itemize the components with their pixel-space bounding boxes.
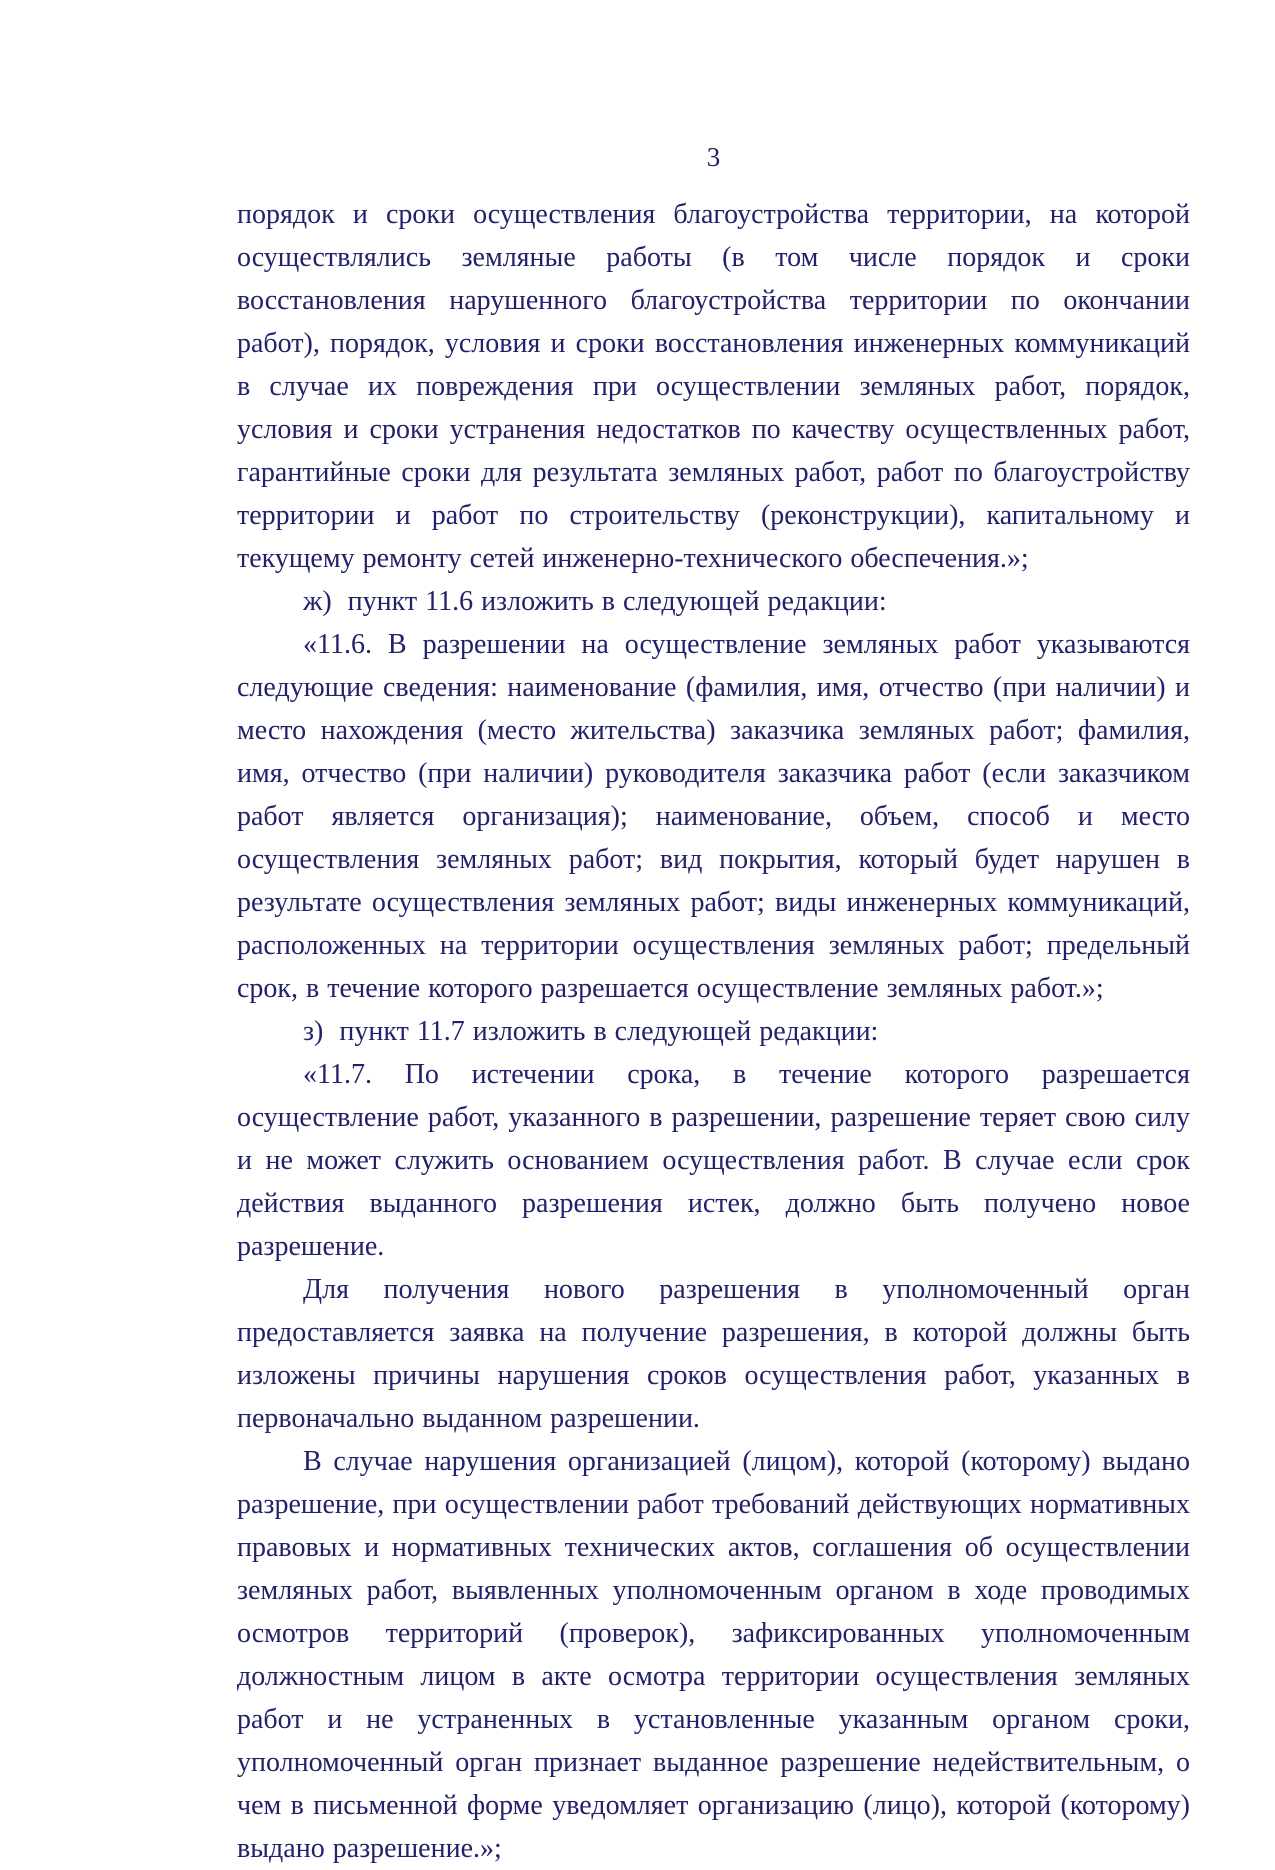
paragraph-clause-11-6: «11.6. В разрешении на осуществление земляных работ указываются следующие сведения: наименование (фамилия, имя, отчество (при наличии) и место нахождения (место жительства) заказчика земляных работ; фамилия, имя, отчество (при наличии) руководителя заказчика работ (если заказчиком работ является организация); наименование, объем, способ и место осуществления земляных работ; вид покрытия, который будет нарушен в результате осуществления земляных работ; виды инженерных коммуникаций, расположенных на территории осуществления земляных работ; предельный срок, в течение которого разрешается осуществление земляных работ.»;	[237, 629, 1190, 1004]
paragraph-violation: В случае нарушения организацией (лицом), которой (которому) выдано разрешение, при осуществлении работ требований действующих нормативных правовых и нормативных технических актов, соглашения об осуществлении земляных работ, выявленных уполномоченным органом в ходе проводимых осмотров территорий (проверок), зафиксированных уполномоченным должностным лицом в акте осмотра территории осуществления земляных работ и не устраненных в установленные указанным органом сроки, уполномоченный орган признает выданное разрешение недействительным, о чем в письменной форме уведомляет организацию (лицо), которой (которому) выдано разрешение.»;	[237, 1446, 1190, 1864]
paragraph-new-permit: Для получения нового разрешения в уполномоченный орган предоставляется заявка на получение разрешения, в которой должны быть изложены причины нарушения сроков осуществления работ, указанных в первоначально выданном разрешении.	[237, 1274, 1190, 1434]
paragraph-item-z: з) пункт 11.7 изложить в следующей редакции:	[303, 1016, 879, 1047]
paragraph-clause-11-7: «11.7. По истечении срока, в течение которого разрешается осуществление работ, указанного в разрешении, разрешение теряет свою силу и не может служить основанием осуществления работ. В случае если срок действия выданного разрешения истек, должно быть получено новое разрешение.	[237, 1059, 1190, 1262]
paragraph-item-zh: ж) пункт 11.6 изложить в следующей редакции:	[303, 586, 887, 617]
paragraph-continuation: порядок и сроки осуществления благоустройства территории, на которой осуществлялись земляные работы (в том числе порядок и сроки восстановления нарушенного благоустройства территории по окончании работ), порядок, условия и сроки восстановления инженерных коммуникаций в случае их повреждения при осуществлении земляных работ, порядок, условия и сроки устранения недостатков по качеству осуществленных работ, гарантийные сроки для результата земляных работ, работ по благоустройству территории и работ по строительству (реконструкции), капитальному и текущему ремонту сетей инженерно-технического обеспечения.»;	[237, 199, 1190, 574]
page-number: 3	[706, 142, 721, 172]
